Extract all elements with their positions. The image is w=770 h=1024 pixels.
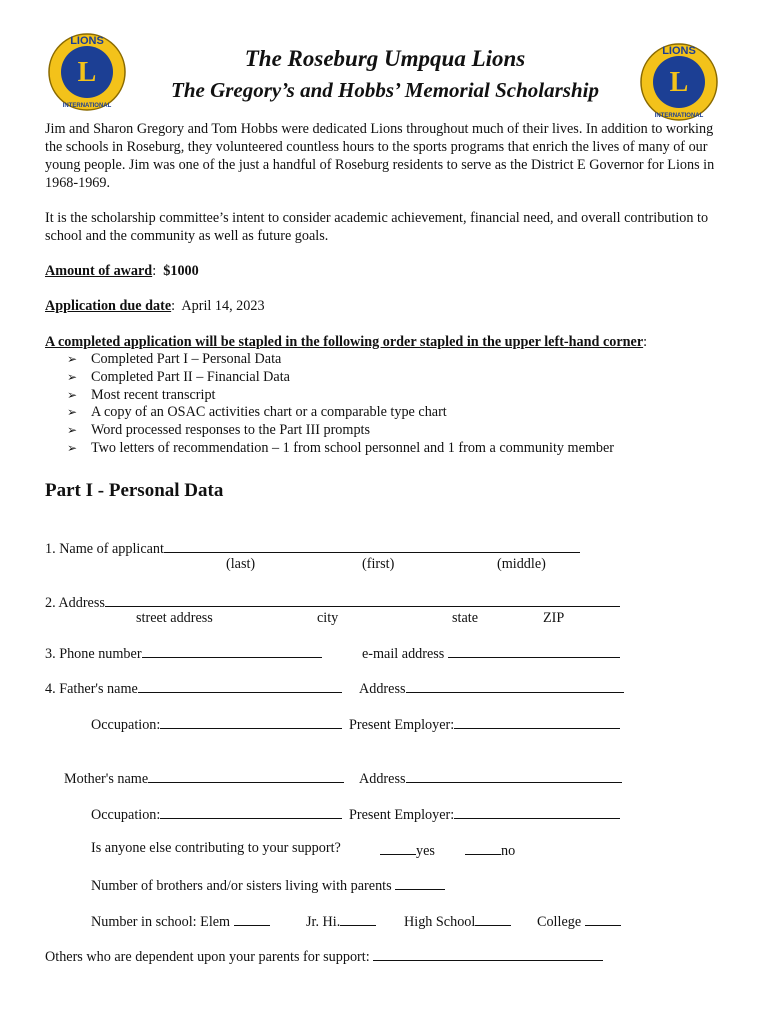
dependents-row [45, 946, 603, 966]
school-elem-label: Number in school: Elem [91, 914, 231, 930]
arrow-bullet-icon: ➢ [67, 405, 78, 420]
award-line: Amount of award: $1000 [45, 263, 199, 279]
jrhi-field[interactable] [340, 911, 376, 926]
support-yes-field[interactable] [380, 840, 416, 855]
father-occupation-label: Occupation: [91, 717, 161, 733]
name-middle-caption: (middle) [497, 556, 546, 572]
phone-field[interactable] [142, 643, 322, 658]
logo-text-bottom: INTERNATIONAL [62, 103, 112, 109]
school-elem-row [91, 911, 270, 931]
address-row [45, 592, 620, 612]
father-address-label: Address [359, 681, 406, 697]
mother-address-label: Address [359, 771, 406, 787]
siblings-label: Number of brothers and/or sisters living with parents [91, 878, 392, 894]
name-field[interactable] [164, 538, 580, 553]
siblings-field[interactable] [395, 875, 445, 890]
college-field[interactable] [585, 911, 621, 926]
father-employer-row [349, 714, 620, 734]
intro-paragraph-2: It is the scholarship committee’s intent to consider academic achievement, financial need, and overall contribution to school and the community as well as future goals. [45, 210, 709, 244]
zip-caption: ZIP [543, 610, 565, 626]
arrow-bullet-icon: ➢ [67, 352, 78, 366]
requirements-list [67, 351, 614, 458]
arrow-bullet-icon: ➢ [67, 440, 78, 455]
intro-paragraph-1: Jim and Sharon Gregory and Tom Hobbs were dedicated Lions throughout much of their lives. In addition to working the schools in Roseburg, they volunteered countless hours to the sports programs that enrich the lives of many of our young people. Jim was one of the just a handful of Roseburg residents to serve as the District E Governor for Lions in 1968-1969. [45, 121, 715, 191]
due-date-label: Application due date [45, 298, 172, 314]
father-occupation-row [91, 714, 342, 734]
highschool-row [404, 911, 511, 931]
part1-heading: Part I - Personal Data [45, 480, 224, 501]
list-item: ➢ A copy of an OSAC activities chart or a comparable type chart [67, 404, 447, 421]
elem-field[interactable] [234, 911, 270, 926]
no-label: no [501, 843, 516, 859]
list-item: ➢ Two letters of recommendation – 1 from school personnel and 1 from a community member [67, 439, 615, 456]
dependents-label: Others who are dependent upon your parents for support: [45, 949, 370, 965]
logo-text-top: LIONS [70, 35, 104, 47]
due-date-value: April 14, 2023 [181, 298, 265, 314]
phone-row [45, 643, 322, 663]
email-label: e-mail address [362, 646, 445, 662]
arrow-bullet-icon: ➢ [67, 423, 78, 438]
college-row [537, 911, 621, 931]
street-caption: street address [136, 610, 213, 626]
list-item: ➢ Completed Part I – Personal Data [67, 351, 282, 367]
jrhi-label: Jr. Hi. [306, 914, 341, 930]
support-no-field[interactable] [465, 840, 501, 855]
name-last-caption: (last) [226, 556, 256, 572]
logo-text-bottom: INTERNATIONAL [654, 113, 704, 119]
logo-letter: L [77, 57, 97, 88]
father-address-row [359, 678, 624, 698]
mother-address-field[interactable] [406, 768, 622, 783]
mother-address-row [359, 768, 622, 788]
father-employer-label: Present Employer: [349, 717, 455, 733]
award-label: Amount of award [45, 263, 153, 279]
mother-employer-field[interactable] [454, 804, 620, 819]
father-address-field[interactable] [406, 678, 624, 693]
name-label: 1. Name of applicant [45, 541, 164, 557]
address-field[interactable] [105, 592, 620, 607]
email-row [362, 643, 620, 663]
email-field[interactable] [448, 643, 620, 658]
siblings-row [91, 875, 445, 895]
jrhi-row [306, 911, 376, 931]
arrow-bullet-icon: ➢ [67, 387, 78, 402]
address-label: 2. Address [45, 595, 105, 611]
highschool-field[interactable] [475, 911, 511, 926]
name-first-caption: (first) [362, 556, 395, 572]
award-value: $1000 [163, 263, 199, 279]
mother-occupation-row [91, 804, 342, 824]
phone-label: 3. Phone number [45, 646, 142, 662]
support-no-row [465, 840, 515, 860]
logo-letter: L [669, 67, 689, 98]
list-item: ➢ Most recent transcript [67, 386, 216, 403]
father-occupation-field[interactable] [160, 714, 342, 729]
name-row [45, 538, 580, 558]
list-item: ➢ Word processed responses to the Part III prompts [67, 422, 370, 439]
father-employer-field[interactable] [454, 714, 620, 729]
due-date-line: Application due date: April 14, 2023 [45, 298, 265, 314]
father-label: 4. Father's name [45, 681, 138, 697]
father-name-field[interactable] [138, 678, 342, 693]
mother-label: Mother's name [64, 771, 149, 787]
document-subtitle: The Gregory’s and Hobbs’ Memorial Scholarship [171, 78, 599, 102]
mother-occupation-field[interactable] [160, 804, 342, 819]
city-caption: city [317, 610, 339, 626]
yes-label: yes [416, 843, 435, 859]
order-heading: A completed application will be stapled in the following order stapled in the upper left-hand corner: [45, 334, 648, 350]
arrow-bullet-icon: ➢ [67, 369, 78, 384]
support-question: Is anyone else contributing to your support? [91, 840, 341, 856]
document-title: The Roseburg Umpqua Lions [244, 46, 526, 71]
dependents-field[interactable] [373, 946, 603, 961]
college-label: College [537, 914, 582, 930]
mother-employer-row [349, 804, 620, 824]
mother-row [64, 768, 344, 788]
logo-text-top: LIONS [662, 45, 696, 57]
list-item: ➢ Completed Part II – Financial Data [67, 368, 290, 385]
mother-employer-label: Present Employer: [349, 807, 455, 823]
state-caption: state [452, 610, 478, 626]
father-row [45, 678, 342, 698]
support-yes-row [380, 840, 435, 860]
highschool-label: High School [404, 914, 476, 930]
mother-name-field[interactable] [148, 768, 344, 783]
mother-occupation-label: Occupation: [91, 807, 161, 823]
